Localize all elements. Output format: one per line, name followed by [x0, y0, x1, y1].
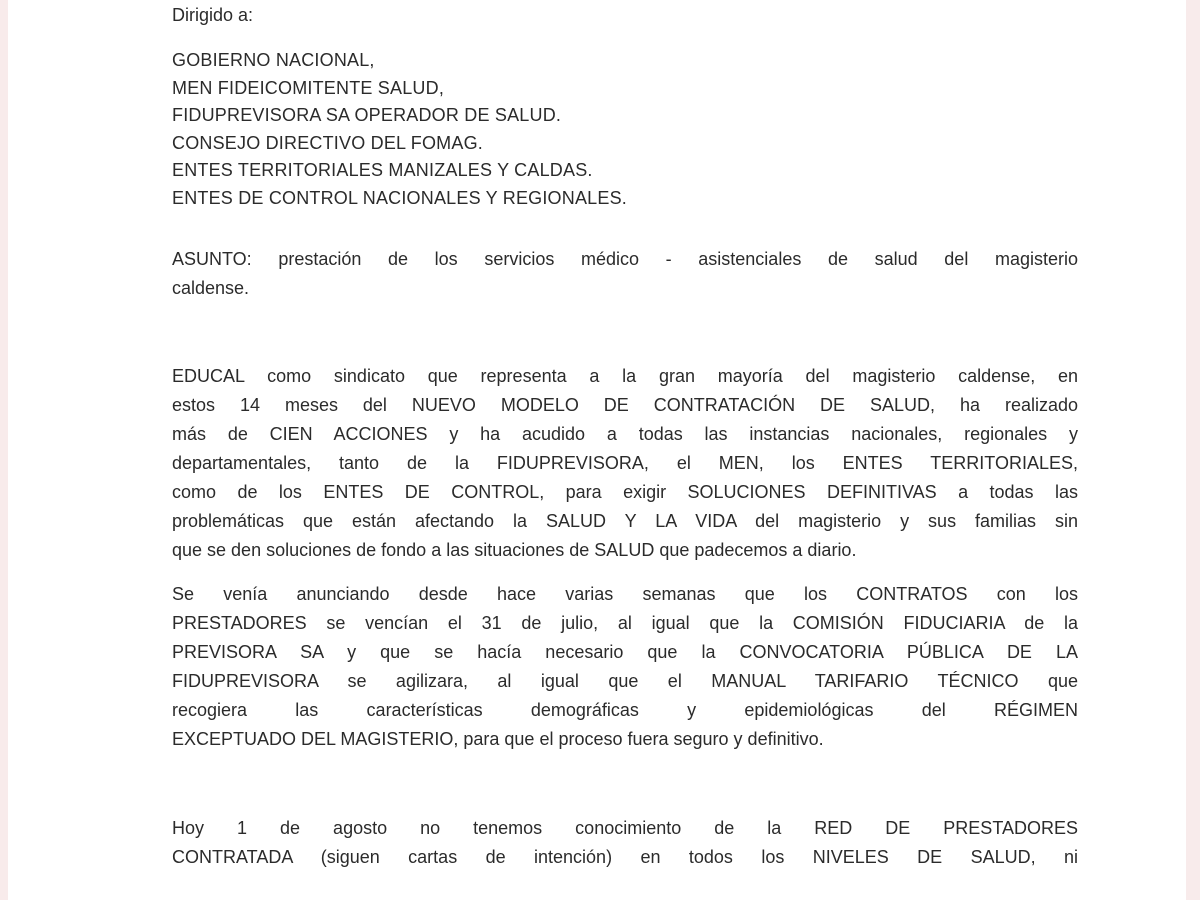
paragraph-line: PRESTADORES se vencían el 31 de julio, al igual que la COMISIÓN FIDUCIARIA de la: [172, 613, 1078, 633]
paragraph-line: Se venía anunciando desde hace varias semanas que los CONTRATOS con los: [172, 584, 1078, 604]
body-paragraph-hoy: [172, 814, 1078, 872]
body-paragraph-educal: [172, 362, 1078, 565]
paragraph-line: CONTRATADA (siguen cartas de intención) en todos los NIVELES DE SALUD, ni: [172, 847, 1078, 867]
paragraph-line: EDUCAL como sindicato que representa a la gran mayoría del magisterio caldense, en: [172, 366, 1078, 386]
recipient-line: GOBIERNO NACIONAL,: [172, 50, 375, 70]
paragraph-line: como de los ENTES DE CONTROL, para exigir SOLUCIONES DEFINITIVAS a todas las: [172, 482, 1078, 502]
recipient-line: ENTES DE CONTROL NACIONALES Y REGIONALES.: [172, 187, 627, 208]
recipient-line: MEN FIDEICOMITENTE SALUD,: [172, 77, 445, 98]
paragraph-line: departamentales, tanto de la FIDUPREVISORA, el MEN, los ENTES TERRITORIALES,: [172, 453, 1078, 473]
paragraph-line: EXCEPTUADO DEL MAGISTERIO, para que el proceso fuera seguro y definitivo.: [172, 729, 824, 749]
paragraph-line: que se den soluciones de fondo a las situaciones de SALUD que padecemos a diario.: [172, 540, 857, 560]
subject-line: caldense.: [172, 278, 250, 298]
right-edge-strip: [1186, 0, 1200, 900]
paragraph-line: estos 14 meses del NUEVO MODELO DE CONTRATACIÓN DE SALUD, ha realizado: [172, 395, 1078, 415]
recipients-block: [172, 47, 1078, 212]
subject-paragraph: [172, 245, 1078, 303]
letter-document: [172, 0, 1078, 872]
recipient-line: CONSEJO DIRECTIVO DEL FOMAG.: [172, 132, 483, 153]
paragraph-line: más de CIEN ACCIONES y ha acudido a todas las instancias nacionales, regionales y: [172, 424, 1078, 444]
paragraph-line: PREVISORA SA y que se hacía necesario que la CONVOCATORIA PÚBLICA DE LA: [172, 642, 1078, 662]
left-edge-strip: [0, 0, 8, 900]
recipient-line: FIDUPREVISORA SA OPERADOR DE SALUD.: [172, 105, 562, 125]
subject-line: ASUNTO: prestación de los servicios médico - asistenciales de salud del magisterio: [172, 249, 1078, 269]
paragraph-line: recogiera las características demográficas y epidemiológicas del RÉGIMEN: [172, 700, 1078, 720]
body-paragraph-contratos: [172, 580, 1078, 754]
recipient-line: ENTES TERRITORIALES MANIZALES Y CALDAS.: [172, 160, 593, 180]
paragraph-line: FIDUPREVISORA se agilizara, al igual que el MANUAL TARIFARIO TÉCNICO que: [172, 671, 1078, 691]
salutation: Dirigido a:: [172, 5, 254, 25]
paragraph-line: Hoy 1 de agosto no tenemos conocimiento de la RED DE PRESTADORES: [172, 818, 1078, 838]
paragraph-line: problemáticas que están afectando la SALUD Y LA VIDA del magisterio y sus familias sin: [172, 511, 1078, 531]
